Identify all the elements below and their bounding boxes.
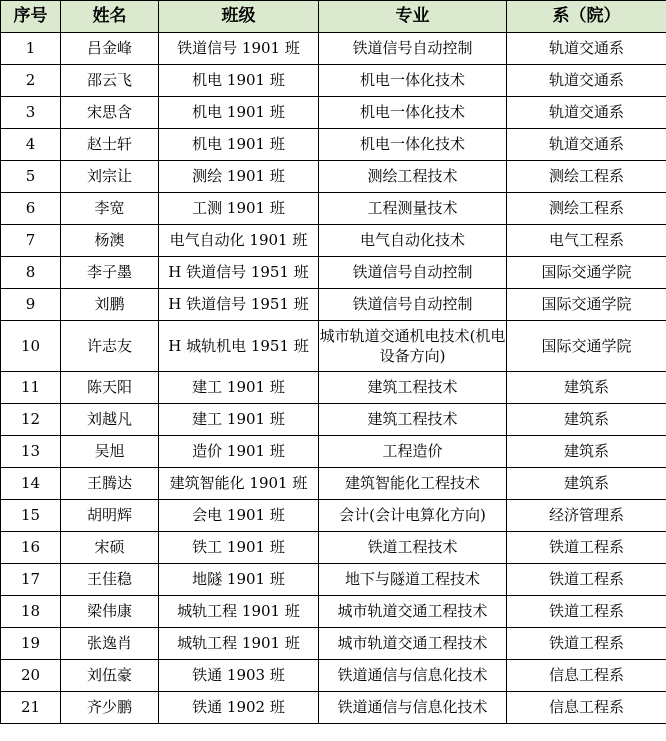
cell-dept: 测绘工程系 bbox=[507, 193, 666, 225]
cell-name: 杨澳 bbox=[61, 225, 159, 257]
cell-major: 建筑智能化工程技术 bbox=[319, 468, 507, 500]
cell-dept: 铁道工程系 bbox=[507, 564, 666, 596]
cell-name: 许志友 bbox=[61, 321, 159, 372]
table-body bbox=[1, 33, 666, 724]
cell-name: 刘宗让 bbox=[61, 161, 159, 193]
cell-class: 铁通 1903 班 bbox=[159, 660, 319, 692]
cell-class: H 铁道信号 1951 班 bbox=[159, 257, 319, 289]
cell-class: H 城轨机电 1951 班 bbox=[159, 321, 319, 372]
cell-no: 16 bbox=[1, 532, 61, 564]
cell-no: 6 bbox=[1, 193, 61, 225]
cell-name: 刘越凡 bbox=[61, 404, 159, 436]
table-row bbox=[1, 161, 666, 193]
cell-class: 工测 1901 班 bbox=[159, 193, 319, 225]
cell-name: 邵云飞 bbox=[61, 65, 159, 97]
cell-major: 会计(会计电算化方向) bbox=[319, 500, 507, 532]
cell-name: 李宽 bbox=[61, 193, 159, 225]
cell-major: 测绘工程技术 bbox=[319, 161, 507, 193]
cell-name: 王腾达 bbox=[61, 468, 159, 500]
cell-class: 会电 1901 班 bbox=[159, 500, 319, 532]
table-row bbox=[1, 500, 666, 532]
header-cell-no: 序号 bbox=[1, 1, 61, 33]
cell-class: 建工 1901 班 bbox=[159, 404, 319, 436]
cell-class: 城轨工程 1901 班 bbox=[159, 628, 319, 660]
header-row bbox=[1, 1, 666, 33]
table-row bbox=[1, 436, 666, 468]
cell-name: 齐少鹏 bbox=[61, 692, 159, 724]
table-row bbox=[1, 404, 666, 436]
cell-dept: 轨道交通系 bbox=[507, 97, 666, 129]
cell-name: 梁伟康 bbox=[61, 596, 159, 628]
cell-dept: 铁道工程系 bbox=[507, 532, 666, 564]
cell-no: 2 bbox=[1, 65, 61, 97]
cell-no: 9 bbox=[1, 289, 61, 321]
table-row bbox=[1, 692, 666, 724]
cell-major: 工程测量技术 bbox=[319, 193, 507, 225]
cell-no: 11 bbox=[1, 372, 61, 404]
cell-dept: 测绘工程系 bbox=[507, 161, 666, 193]
cell-class: 测绘 1901 班 bbox=[159, 161, 319, 193]
cell-dept: 铁道工程系 bbox=[507, 628, 666, 660]
table-row bbox=[1, 97, 666, 129]
header-cell-class: 班级 bbox=[159, 1, 319, 33]
cell-name: 赵士轩 bbox=[61, 129, 159, 161]
cell-name: 张逸肖 bbox=[61, 628, 159, 660]
cell-dept: 国际交通学院 bbox=[507, 257, 666, 289]
cell-class: 机电 1901 班 bbox=[159, 97, 319, 129]
cell-dept: 电气工程系 bbox=[507, 225, 666, 257]
header-cell-major: 专业 bbox=[319, 1, 507, 33]
cell-dept: 国际交通学院 bbox=[507, 289, 666, 321]
cell-dept: 建筑系 bbox=[507, 404, 666, 436]
cell-dept: 国际交通学院 bbox=[507, 321, 666, 372]
cell-class: 铁道信号 1901 班 bbox=[159, 33, 319, 65]
cell-major: 建筑工程技术 bbox=[319, 372, 507, 404]
table-row bbox=[1, 468, 666, 500]
table-row bbox=[1, 532, 666, 564]
cell-no: 12 bbox=[1, 404, 61, 436]
cell-class: 建工 1901 班 bbox=[159, 372, 319, 404]
cell-name: 王佳稳 bbox=[61, 564, 159, 596]
cell-major: 机电一体化技术 bbox=[319, 65, 507, 97]
table-row bbox=[1, 596, 666, 628]
cell-major: 铁道信号自动控制 bbox=[319, 33, 507, 65]
table-row bbox=[1, 321, 666, 372]
table-row bbox=[1, 564, 666, 596]
cell-major: 城市轨道交通工程技术 bbox=[319, 628, 507, 660]
cell-dept: 信息工程系 bbox=[507, 660, 666, 692]
cell-no: 21 bbox=[1, 692, 61, 724]
cell-class: 铁工 1901 班 bbox=[159, 532, 319, 564]
cell-dept: 铁道工程系 bbox=[507, 596, 666, 628]
cell-dept: 经济管理系 bbox=[507, 500, 666, 532]
cell-major: 铁道信号自动控制 bbox=[319, 257, 507, 289]
cell-name: 宋硕 bbox=[61, 532, 159, 564]
table-row bbox=[1, 225, 666, 257]
cell-dept: 轨道交通系 bbox=[507, 129, 666, 161]
header-cell-dept: 系（院） bbox=[507, 1, 666, 33]
table-row bbox=[1, 65, 666, 97]
cell-major: 铁道通信与信息化技术 bbox=[319, 660, 507, 692]
cell-class: 地隧 1901 班 bbox=[159, 564, 319, 596]
cell-no: 18 bbox=[1, 596, 61, 628]
cell-major: 城市轨道交通机电技术(机电设备方向) bbox=[319, 321, 507, 372]
cell-major: 电气自动化技术 bbox=[319, 225, 507, 257]
cell-name: 宋思含 bbox=[61, 97, 159, 129]
table-row bbox=[1, 257, 666, 289]
cell-no: 7 bbox=[1, 225, 61, 257]
cell-major: 机电一体化技术 bbox=[319, 129, 507, 161]
cell-no: 17 bbox=[1, 564, 61, 596]
cell-major: 铁道工程技术 bbox=[319, 532, 507, 564]
cell-major: 工程造价 bbox=[319, 436, 507, 468]
cell-name: 刘伍豪 bbox=[61, 660, 159, 692]
cell-class: 城轨工程 1901 班 bbox=[159, 596, 319, 628]
table-row bbox=[1, 289, 666, 321]
cell-major: 城市轨道交通工程技术 bbox=[319, 596, 507, 628]
table-row bbox=[1, 33, 666, 65]
cell-no: 4 bbox=[1, 129, 61, 161]
cell-dept: 建筑系 bbox=[507, 468, 666, 500]
cell-class: 机电 1901 班 bbox=[159, 129, 319, 161]
cell-dept: 建筑系 bbox=[507, 436, 666, 468]
cell-no: 1 bbox=[1, 33, 61, 65]
table-row bbox=[1, 660, 666, 692]
cell-no: 15 bbox=[1, 500, 61, 532]
cell-dept: 建筑系 bbox=[507, 372, 666, 404]
cell-major: 机电一体化技术 bbox=[319, 97, 507, 129]
cell-class: 机电 1901 班 bbox=[159, 65, 319, 97]
cell-major: 铁道通信与信息化技术 bbox=[319, 692, 507, 724]
cell-major: 地下与隧道工程技术 bbox=[319, 564, 507, 596]
cell-no: 8 bbox=[1, 257, 61, 289]
cell-class: 铁通 1902 班 bbox=[159, 692, 319, 724]
cell-name: 刘鹏 bbox=[61, 289, 159, 321]
cell-class: H 铁道信号 1951 班 bbox=[159, 289, 319, 321]
cell-major: 铁道信号自动控制 bbox=[319, 289, 507, 321]
cell-class: 造价 1901 班 bbox=[159, 436, 319, 468]
cell-dept: 轨道交通系 bbox=[507, 33, 666, 65]
cell-no: 14 bbox=[1, 468, 61, 500]
cell-class: 建筑智能化 1901 班 bbox=[159, 468, 319, 500]
cell-no: 3 bbox=[1, 97, 61, 129]
cell-no: 5 bbox=[1, 161, 61, 193]
table-row bbox=[1, 372, 666, 404]
cell-dept: 轨道交通系 bbox=[507, 65, 666, 97]
cell-no: 13 bbox=[1, 436, 61, 468]
header-cell-name: 姓名 bbox=[61, 1, 159, 33]
cell-name: 吕金峰 bbox=[61, 33, 159, 65]
table-row bbox=[1, 193, 666, 225]
cell-name: 陈天阳 bbox=[61, 372, 159, 404]
table-row bbox=[1, 129, 666, 161]
cell-name: 胡明辉 bbox=[61, 500, 159, 532]
cell-no: 20 bbox=[1, 660, 61, 692]
cell-no: 19 bbox=[1, 628, 61, 660]
cell-dept: 信息工程系 bbox=[507, 692, 666, 724]
cell-name: 吴旭 bbox=[61, 436, 159, 468]
cell-no: 10 bbox=[1, 321, 61, 372]
cell-class: 电气自动化 1901 班 bbox=[159, 225, 319, 257]
table-row bbox=[1, 628, 666, 660]
cell-major: 建筑工程技术 bbox=[319, 404, 507, 436]
cell-name: 李子墨 bbox=[61, 257, 159, 289]
